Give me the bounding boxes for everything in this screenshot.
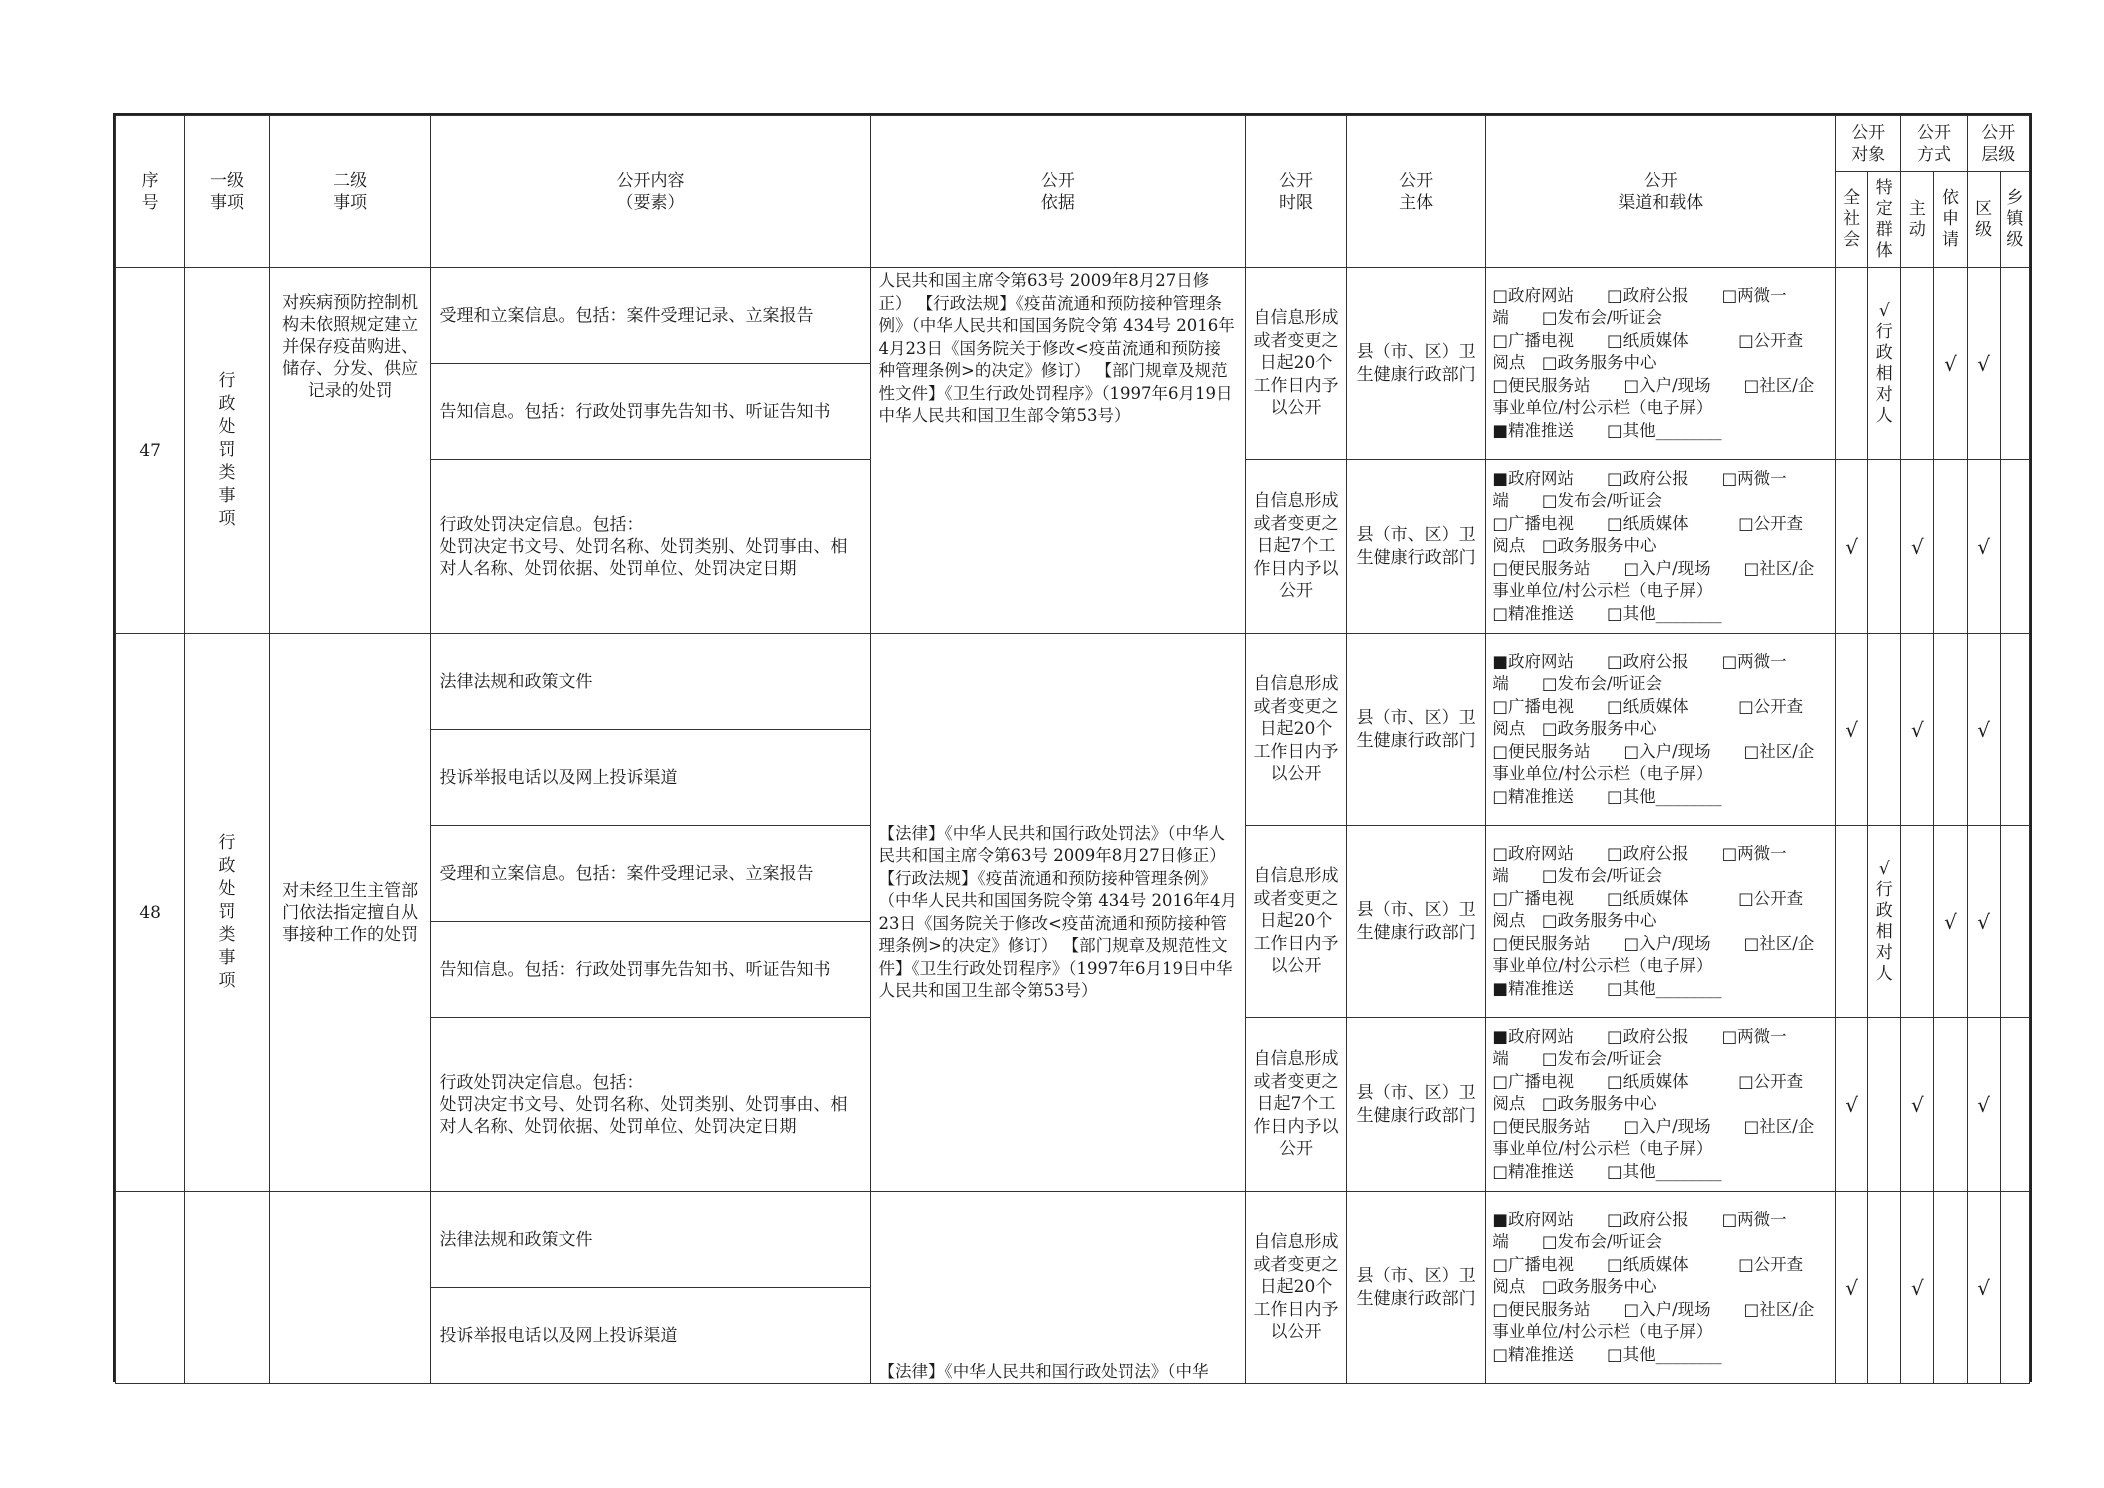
- row-method-request: [1934, 1018, 1967, 1192]
- row-level-district: √: [1967, 460, 2000, 634]
- row-obj-all: √: [1836, 1018, 1868, 1192]
- row-method-active: √: [1901, 634, 1934, 826]
- row-channel: □政府网站 □政府公报 □两微一 端 □发布会/听证会 □广播电视 □纸质媒体 □公开查 阅点 □政务服务中心 □便民服务站 □入户/现场 □社区/企 事业单位/村公示栏（电子屏） ■精准推送 □其他________: [1486, 826, 1836, 1018]
- header-basis: 公开 依据: [870, 116, 1246, 268]
- row-obj-specific: √行政相对人: [1868, 268, 1901, 460]
- header-level2: 二级 事项: [269, 116, 431, 268]
- row-channel: □政府网站 □政府公报 □两微一 端 □发布会/听证会 □广播电视 □纸质媒体 □公开查 阅点 □政务服务中心 □便民服务站 □入户/现场 □社区/企 事业单位/村公示栏（电子屏） ■精准推送 □其他________: [1486, 268, 1836, 460]
- row-level-town: [2000, 634, 2029, 826]
- row-subject: 县（市、区）卫生健康行政部门: [1346, 268, 1486, 460]
- row-level-town: [2000, 460, 2029, 634]
- header-level: 公开 层级: [1967, 116, 2029, 172]
- row-level-district: √: [1967, 268, 2000, 460]
- row-time: 自信息形成或者变更之日起20个工作日内予以公开: [1246, 826, 1346, 1018]
- row-time: 自信息形成或者变更之日起20个工作日内予以公开: [1246, 1192, 1346, 1384]
- header-object: 公开 对象: [1836, 116, 1901, 172]
- row-level-town: [2000, 826, 2029, 1018]
- row-level-district: √: [1967, 826, 2000, 1018]
- row-channel: ■政府网站 □政府公报 □两微一 端 □发布会/听证会 □广播电视 □纸质媒体 □公开查 阅点 □政务服务中心 □便民服务站 □入户/现场 □社区/企 事业单位/村公示栏（电子屏） □精准推送 □其他________: [1486, 1018, 1836, 1192]
- row-content: 行政处罚决定信息。包括： 处罚决定书文号、处罚名称、处罚类别、处罚事由、相对人名称、处罚依据、处罚单位、处罚决定日期: [431, 460, 870, 634]
- row-time: 自信息形成或者变更之日起20个工作日内予以公开: [1246, 634, 1346, 826]
- row-method-request: [1934, 1192, 1967, 1384]
- header-method-request: 依申请: [1934, 172, 1967, 268]
- row-level-town: [2000, 268, 2029, 460]
- table-row: [116, 1192, 2030, 1288]
- row-content: 告知信息。包括：行政处罚事先告知书、听证告知书: [431, 364, 870, 460]
- row-seq: 48: [116, 634, 185, 1192]
- table-row: [116, 268, 2030, 364]
- row-seq: [116, 1192, 185, 1384]
- row-content: 告知信息。包括：行政处罚事先告知书、听证告知书: [431, 922, 870, 1018]
- row-level-town: [2000, 1192, 2029, 1384]
- header-content: 公开内容 （要素）: [431, 116, 870, 268]
- row-seq: 47: [116, 268, 185, 634]
- row-level2: 对未经卫生主管部门依法指定擅自从事接种工作的处罚: [269, 634, 431, 1192]
- row-content: 法律法规和政策文件: [431, 634, 870, 730]
- row-time: 自信息形成或者变更之日起7个工作日内予以公开: [1246, 1018, 1346, 1192]
- header-time: 公开 时限: [1246, 116, 1346, 268]
- row-obj-all: [1836, 826, 1868, 1018]
- header-seq: 序 号: [116, 116, 185, 268]
- header-obj-specific: 特定群体: [1868, 172, 1901, 268]
- row-level2: 对疾病预防控制机构未依照规定建立并保存疫苗购进、储存、分发、供应记录的处罚: [269, 268, 431, 634]
- row-subject: 县（市、区）卫生健康行政部门: [1346, 1018, 1486, 1192]
- row-level1: [185, 1192, 269, 1384]
- row-obj-specific: [1868, 634, 1901, 826]
- row-content: 投诉举报电话以及网上投诉渠道: [431, 1288, 870, 1384]
- row-obj-specific: [1868, 460, 1901, 634]
- row-level2: [269, 1192, 431, 1384]
- row-method-active: [1901, 268, 1934, 460]
- row-channel: ■政府网站 □政府公报 □两微一 端 □发布会/听证会 □广播电视 □纸质媒体 □公开查 阅点 □政务服务中心 □便民服务站 □入户/现场 □社区/企 事业单位/村公示栏（电子屏） □精准推送 □其他________: [1486, 1192, 1836, 1384]
- row-obj-all: √: [1836, 1192, 1868, 1384]
- row-channel: ■政府网站 □政府公报 □两微一 端 □发布会/听证会 □广播电视 □纸质媒体 □公开查 阅点 □政务服务中心 □便民服务站 □入户/现场 □社区/企 事业单位/村公示栏（电子屏） □精准推送 □其他________: [1486, 460, 1836, 634]
- row-obj-specific: [1868, 1192, 1901, 1384]
- row-level1: 行政处罚类事项: [185, 268, 269, 634]
- row-level-district: √: [1967, 634, 2000, 826]
- disclosure-table-page: [113, 113, 2032, 1382]
- row-method-active: [1901, 826, 1934, 1018]
- header-channel: 公开 渠道和载体: [1486, 116, 1836, 268]
- header-level-district: 区级: [1967, 172, 2000, 268]
- row-subject: 县（市、区）卫生健康行政部门: [1346, 826, 1486, 1018]
- row-method-active: √: [1901, 1192, 1934, 1384]
- row-level-district: √: [1967, 1192, 2000, 1384]
- header-obj-all: 全社会: [1836, 172, 1868, 268]
- row-subject: 县（市、区）卫生健康行政部门: [1346, 1192, 1486, 1384]
- row-method-request: [1934, 634, 1967, 826]
- row-basis: 【法律】《中华人民共和国行政处罚法》（中华人民共和国主席令第63号 2009年8月27日修正） 【行政法规】《疫苗流通和预防接种管理条例》（中华人民共和国国务院令第 434号 2016年4月23日《国务院关于修改<疫苗流通和预防接种管理条例>的决定》修订） 【部门规章及规范性文件】《卫生行政处罚程序》（1997年6月19日中华人民共和国卫生部令第53号）: [870, 634, 1246, 1192]
- row-obj-specific: √行政相对人: [1868, 826, 1901, 1018]
- header-method: 公开 方式: [1901, 116, 1967, 172]
- row-basis: 【法律】《中华人民共和国行政处罚法》（中华: [870, 1192, 1246, 1384]
- row-method-active: √: [1901, 1018, 1934, 1192]
- row-level-town: [2000, 1018, 2029, 1192]
- row-obj-all: [1836, 268, 1868, 460]
- row-level1: 行政处罚类事项: [185, 634, 269, 1192]
- header-method-active: 主动: [1901, 172, 1934, 268]
- row-channel: ■政府网站 □政府公报 □两微一 端 □发布会/听证会 □广播电视 □纸质媒体 □公开查 阅点 □政务服务中心 □便民服务站 □入户/现场 □社区/企 事业单位/村公示栏（电子屏） □精准推送 □其他________: [1486, 634, 1836, 826]
- disclosure-table: [115, 115, 2030, 1384]
- row-level-district: √: [1967, 1018, 2000, 1192]
- row-obj-all: √: [1836, 634, 1868, 826]
- row-subject: 县（市、区）卫生健康行政部门: [1346, 634, 1486, 826]
- row-content: 受理和立案信息。包括：案件受理记录、立案报告: [431, 268, 870, 364]
- header-level-town: 乡镇级: [2000, 172, 2029, 268]
- row-time: 自信息形成或者变更之日起20个工作日内予以公开: [1246, 268, 1346, 460]
- row-obj-all: √: [1836, 460, 1868, 634]
- row-obj-specific: [1868, 1018, 1901, 1192]
- row-method-request: [1934, 460, 1967, 634]
- row-content: 受理和立案信息。包括：案件受理记录、立案报告: [431, 826, 870, 922]
- row-content: 行政处罚决定信息。包括： 处罚决定书文号、处罚名称、处罚类别、处罚事由、相对人名称、处罚依据、处罚单位、处罚决定日期: [431, 1018, 870, 1192]
- header-subject: 公开 主体: [1346, 116, 1486, 268]
- row-time: 自信息形成或者变更之日起7个工作日内予以公开: [1246, 460, 1346, 634]
- header-level1: 一级 事项: [185, 116, 269, 268]
- row-method-request: √: [1934, 268, 1967, 460]
- row-method-active: √: [1901, 460, 1934, 634]
- row-content: 投诉举报电话以及网上投诉渠道: [431, 730, 870, 826]
- row-subject: 县（市、区）卫生健康行政部门: [1346, 460, 1486, 634]
- row-method-request: √: [1934, 826, 1967, 1018]
- row-content: 法律法规和政策文件: [431, 1192, 870, 1288]
- table-row: [116, 634, 2030, 730]
- row-basis: 人民共和国主席令第63号 2009年8月27日修正） 【行政法规】《疫苗流通和预防接种管理条例》（中华人民共和国国务院令第 434号 2016年4月23日《国务院关于修改<疫苗流通和预防接种管理条例>的决定》修订） 【部门规章及规范性文件】《卫生行政处罚程序》（1997年6月19日中华人民共和国卫生部令第53号）: [870, 268, 1246, 634]
